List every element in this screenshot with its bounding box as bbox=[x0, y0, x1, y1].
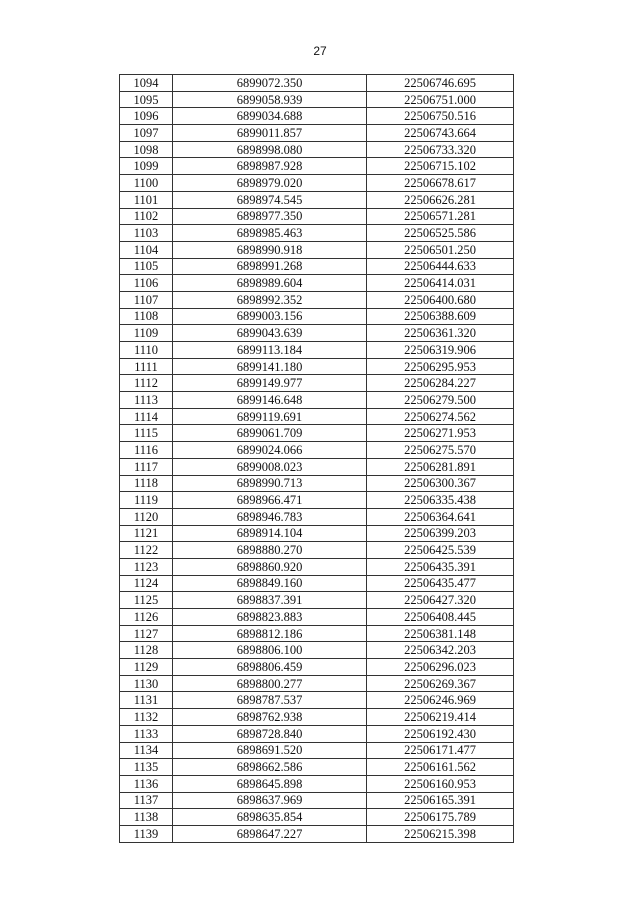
point-number-cell: 1115 bbox=[120, 425, 173, 442]
y-coordinate-cell: 22506425.539 bbox=[367, 542, 514, 559]
x-coordinate-cell: 6899146.648 bbox=[173, 392, 367, 409]
x-coordinate-cell: 6898977.350 bbox=[173, 208, 367, 225]
table-row bbox=[120, 775, 514, 792]
point-number-cell: 1106 bbox=[120, 275, 173, 292]
x-coordinate-cell: 6899043.639 bbox=[173, 325, 367, 342]
x-coordinate-cell: 6899034.688 bbox=[173, 108, 367, 125]
point-number-cell: 1099 bbox=[120, 158, 173, 175]
table-row bbox=[120, 609, 514, 626]
table-row bbox=[120, 742, 514, 759]
table-row bbox=[120, 692, 514, 709]
table-row bbox=[120, 725, 514, 742]
x-coordinate-cell: 6899003.156 bbox=[173, 308, 367, 325]
table-row bbox=[120, 825, 514, 842]
table-row bbox=[120, 258, 514, 275]
point-number-cell: 1137 bbox=[120, 792, 173, 809]
table-row bbox=[120, 475, 514, 492]
x-coordinate-cell: 6899011.857 bbox=[173, 125, 367, 142]
table-row bbox=[120, 291, 514, 308]
point-number-cell: 1135 bbox=[120, 759, 173, 776]
y-coordinate-cell: 22506279.500 bbox=[367, 392, 514, 409]
x-coordinate-cell: 6898990.918 bbox=[173, 241, 367, 258]
y-coordinate-cell: 22506219.414 bbox=[367, 709, 514, 726]
point-number-cell: 1116 bbox=[120, 442, 173, 459]
point-number-cell: 1096 bbox=[120, 108, 173, 125]
table-row bbox=[120, 91, 514, 108]
x-coordinate-cell: 6898998.080 bbox=[173, 141, 367, 158]
y-coordinate-cell: 22506399.203 bbox=[367, 525, 514, 542]
y-coordinate-cell: 22506281.891 bbox=[367, 458, 514, 475]
x-coordinate-cell: 6899008.023 bbox=[173, 458, 367, 475]
table-row bbox=[120, 158, 514, 175]
point-number-cell: 1101 bbox=[120, 191, 173, 208]
point-number-cell: 1097 bbox=[120, 125, 173, 142]
x-coordinate-cell: 6898637.969 bbox=[173, 792, 367, 809]
table-row bbox=[120, 408, 514, 425]
x-coordinate-cell: 6898992.352 bbox=[173, 291, 367, 308]
y-coordinate-cell: 22506295.953 bbox=[367, 358, 514, 375]
point-number-cell: 1121 bbox=[120, 525, 173, 542]
table-row bbox=[120, 458, 514, 475]
coordinates-table bbox=[119, 74, 514, 843]
table-row bbox=[120, 492, 514, 509]
x-coordinate-cell: 6898762.938 bbox=[173, 709, 367, 726]
point-number-cell: 1120 bbox=[120, 508, 173, 525]
x-coordinate-cell: 6899072.350 bbox=[173, 75, 367, 92]
x-coordinate-cell: 6898979.020 bbox=[173, 175, 367, 192]
table-row bbox=[120, 792, 514, 809]
table-row bbox=[120, 809, 514, 826]
table-row bbox=[120, 141, 514, 158]
y-coordinate-cell: 22506192.430 bbox=[367, 725, 514, 742]
point-number-cell: 1132 bbox=[120, 709, 173, 726]
x-coordinate-cell: 6898837.391 bbox=[173, 592, 367, 609]
y-coordinate-cell: 22506388.609 bbox=[367, 308, 514, 325]
table-row bbox=[120, 208, 514, 225]
y-coordinate-cell: 22506427.320 bbox=[367, 592, 514, 609]
y-coordinate-cell: 22506271.953 bbox=[367, 425, 514, 442]
point-number-cell: 1127 bbox=[120, 625, 173, 642]
y-coordinate-cell: 22506400.680 bbox=[367, 291, 514, 308]
point-number-cell: 1098 bbox=[120, 141, 173, 158]
point-number-cell: 1128 bbox=[120, 642, 173, 659]
table-row bbox=[120, 358, 514, 375]
x-coordinate-cell: 6898989.604 bbox=[173, 275, 367, 292]
x-coordinate-cell: 6898987.928 bbox=[173, 158, 367, 175]
x-coordinate-cell: 6898635.854 bbox=[173, 809, 367, 826]
x-coordinate-cell: 6898800.277 bbox=[173, 675, 367, 692]
table-body bbox=[120, 75, 514, 843]
table-row bbox=[120, 241, 514, 258]
y-coordinate-cell: 22506361.320 bbox=[367, 325, 514, 342]
point-number-cell: 1119 bbox=[120, 492, 173, 509]
x-coordinate-cell: 6898812.186 bbox=[173, 625, 367, 642]
y-coordinate-cell: 22506161.562 bbox=[367, 759, 514, 776]
y-coordinate-cell: 22506269.367 bbox=[367, 675, 514, 692]
table-row bbox=[120, 125, 514, 142]
table-row bbox=[120, 108, 514, 125]
x-coordinate-cell: 6898914.104 bbox=[173, 525, 367, 542]
x-coordinate-cell: 6898946.783 bbox=[173, 508, 367, 525]
point-number-cell: 1126 bbox=[120, 609, 173, 626]
point-number-cell: 1110 bbox=[120, 342, 173, 359]
x-coordinate-cell: 6898880.270 bbox=[173, 542, 367, 559]
table-row bbox=[120, 625, 514, 642]
y-coordinate-cell: 22506750.516 bbox=[367, 108, 514, 125]
x-coordinate-cell: 6898691.520 bbox=[173, 742, 367, 759]
x-coordinate-cell: 6898647.227 bbox=[173, 825, 367, 842]
point-number-cell: 1130 bbox=[120, 675, 173, 692]
y-coordinate-cell: 22506408.445 bbox=[367, 609, 514, 626]
x-coordinate-cell: 6899149.977 bbox=[173, 375, 367, 392]
table-row bbox=[120, 442, 514, 459]
y-coordinate-cell: 22506626.281 bbox=[367, 191, 514, 208]
y-coordinate-cell: 22506319.906 bbox=[367, 342, 514, 359]
y-coordinate-cell: 22506678.617 bbox=[367, 175, 514, 192]
table-row bbox=[120, 75, 514, 92]
y-coordinate-cell: 22506171.477 bbox=[367, 742, 514, 759]
y-coordinate-cell: 22506751.000 bbox=[367, 91, 514, 108]
point-number-cell: 1129 bbox=[120, 659, 173, 676]
x-coordinate-cell: 6899061.709 bbox=[173, 425, 367, 442]
x-coordinate-cell: 6898974.545 bbox=[173, 191, 367, 208]
point-number-cell: 1124 bbox=[120, 575, 173, 592]
x-coordinate-cell: 6898966.471 bbox=[173, 492, 367, 509]
table-row bbox=[120, 308, 514, 325]
table-row bbox=[120, 508, 514, 525]
point-number-cell: 1105 bbox=[120, 258, 173, 275]
y-coordinate-cell: 22506342.203 bbox=[367, 642, 514, 659]
y-coordinate-cell: 22506435.391 bbox=[367, 558, 514, 575]
y-coordinate-cell: 22506444.633 bbox=[367, 258, 514, 275]
x-coordinate-cell: 6898860.920 bbox=[173, 558, 367, 575]
table-row bbox=[120, 525, 514, 542]
table-row bbox=[120, 592, 514, 609]
table-row bbox=[120, 225, 514, 242]
point-number-cell: 1136 bbox=[120, 775, 173, 792]
point-number-cell: 1123 bbox=[120, 558, 173, 575]
point-number-cell: 1139 bbox=[120, 825, 173, 842]
y-coordinate-cell: 22506414.031 bbox=[367, 275, 514, 292]
point-number-cell: 1111 bbox=[120, 358, 173, 375]
x-coordinate-cell: 6898645.898 bbox=[173, 775, 367, 792]
x-coordinate-cell: 6899113.184 bbox=[173, 342, 367, 359]
table-row bbox=[120, 759, 514, 776]
y-coordinate-cell: 22506743.664 bbox=[367, 125, 514, 142]
y-coordinate-cell: 22506246.969 bbox=[367, 692, 514, 709]
x-coordinate-cell: 6898787.537 bbox=[173, 692, 367, 709]
table-row bbox=[120, 275, 514, 292]
point-number-cell: 1100 bbox=[120, 175, 173, 192]
y-coordinate-cell: 22506525.586 bbox=[367, 225, 514, 242]
y-coordinate-cell: 22506571.281 bbox=[367, 208, 514, 225]
point-number-cell: 1094 bbox=[120, 75, 173, 92]
table-row bbox=[120, 325, 514, 342]
x-coordinate-cell: 6899058.939 bbox=[173, 91, 367, 108]
y-coordinate-cell: 22506275.570 bbox=[367, 442, 514, 459]
x-coordinate-cell: 6898662.586 bbox=[173, 759, 367, 776]
x-coordinate-cell: 6898849.160 bbox=[173, 575, 367, 592]
point-number-cell: 1114 bbox=[120, 408, 173, 425]
y-coordinate-cell: 22506746.695 bbox=[367, 75, 514, 92]
point-number-cell: 1118 bbox=[120, 475, 173, 492]
page-number: 27 bbox=[313, 44, 327, 58]
table-row bbox=[120, 558, 514, 575]
table-row bbox=[120, 175, 514, 192]
point-number-cell: 1103 bbox=[120, 225, 173, 242]
y-coordinate-cell: 22506296.023 bbox=[367, 659, 514, 676]
y-coordinate-cell: 22506165.391 bbox=[367, 792, 514, 809]
y-coordinate-cell: 22506381.148 bbox=[367, 625, 514, 642]
table-row bbox=[120, 342, 514, 359]
x-coordinate-cell: 6898806.100 bbox=[173, 642, 367, 659]
table-row bbox=[120, 709, 514, 726]
point-number-cell: 1107 bbox=[120, 291, 173, 308]
table-row bbox=[120, 425, 514, 442]
x-coordinate-cell: 6898991.268 bbox=[173, 258, 367, 275]
table-row bbox=[120, 642, 514, 659]
x-coordinate-cell: 6898806.459 bbox=[173, 659, 367, 676]
y-coordinate-cell: 22506300.367 bbox=[367, 475, 514, 492]
table-row bbox=[120, 375, 514, 392]
y-coordinate-cell: 22506284.227 bbox=[367, 375, 514, 392]
y-coordinate-cell: 22506274.562 bbox=[367, 408, 514, 425]
y-coordinate-cell: 22506335.438 bbox=[367, 492, 514, 509]
x-coordinate-cell: 6898985.463 bbox=[173, 225, 367, 242]
y-coordinate-cell: 22506715.102 bbox=[367, 158, 514, 175]
point-number-cell: 1125 bbox=[120, 592, 173, 609]
point-number-cell: 1133 bbox=[120, 725, 173, 742]
point-number-cell: 1095 bbox=[120, 91, 173, 108]
point-number-cell: 1104 bbox=[120, 241, 173, 258]
point-number-cell: 1134 bbox=[120, 742, 173, 759]
point-number-cell: 1131 bbox=[120, 692, 173, 709]
point-number-cell: 1117 bbox=[120, 458, 173, 475]
y-coordinate-cell: 22506175.789 bbox=[367, 809, 514, 826]
x-coordinate-cell: 6899141.180 bbox=[173, 358, 367, 375]
y-coordinate-cell: 22506435.477 bbox=[367, 575, 514, 592]
point-number-cell: 1109 bbox=[120, 325, 173, 342]
table-row bbox=[120, 191, 514, 208]
y-coordinate-cell: 22506733.320 bbox=[367, 141, 514, 158]
table-row bbox=[120, 575, 514, 592]
table-row bbox=[120, 659, 514, 676]
point-number-cell: 1122 bbox=[120, 542, 173, 559]
y-coordinate-cell: 22506160.953 bbox=[367, 775, 514, 792]
x-coordinate-cell: 6899024.066 bbox=[173, 442, 367, 459]
x-coordinate-cell: 6899119.691 bbox=[173, 408, 367, 425]
y-coordinate-cell: 22506215.398 bbox=[367, 825, 514, 842]
table-row bbox=[120, 675, 514, 692]
y-coordinate-cell: 22506364.641 bbox=[367, 508, 514, 525]
point-number-cell: 1102 bbox=[120, 208, 173, 225]
point-number-cell: 1108 bbox=[120, 308, 173, 325]
y-coordinate-cell: 22506501.250 bbox=[367, 241, 514, 258]
point-number-cell: 1112 bbox=[120, 375, 173, 392]
table-row bbox=[120, 542, 514, 559]
point-number-cell: 1113 bbox=[120, 392, 173, 409]
x-coordinate-cell: 6898823.883 bbox=[173, 609, 367, 626]
x-coordinate-cell: 6898990.713 bbox=[173, 475, 367, 492]
point-number-cell: 1138 bbox=[120, 809, 173, 826]
x-coordinate-cell: 6898728.840 bbox=[173, 725, 367, 742]
table-row bbox=[120, 392, 514, 409]
